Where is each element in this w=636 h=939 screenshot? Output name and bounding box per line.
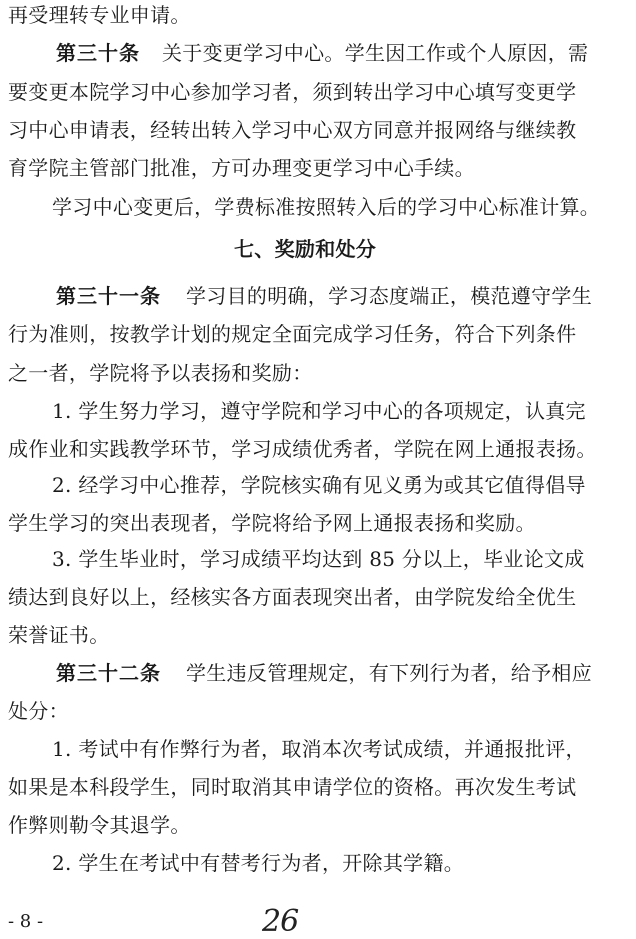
text-line: 绩达到良好以上，经核实各方面表现突出者，由学院发给全优生 <box>8 585 577 609</box>
article-32-line: 第三十二条 学生违反管理规定，有下列行为者，给予相应 <box>56 661 592 685</box>
text-line: 育学院主管部门批准，方可办理变更学习中心手续。 <box>8 156 475 180</box>
article-30-line: 第三十条 关于变更学习中心。学生因工作或个人原因，需 <box>56 41 589 65</box>
list-item: 1. 学生努力学习，遵守学院和学习中心的各项规定，认真完 <box>52 399 586 423</box>
text-line: 作弊则勒令其退学。 <box>8 813 191 837</box>
list-item: 3. 学生毕业时，学习成绩平均达到 85 分以上，毕业论文成 <box>52 547 585 571</box>
text-line: 之一者，学院将予以表扬和奖励： <box>8 361 313 385</box>
list-item: 2. 学生在考试中有替考行为者，开除其学籍。 <box>52 851 465 875</box>
list-item: 1. 考试中有作弊行为者，取消本次考试成绩，并通报批评， <box>52 737 586 761</box>
text-line: 成作业和实践教学环节，学习成绩优秀者，学院在网上通报表扬。 <box>8 437 597 461</box>
text-line: 习中心申请表，经转出转入学习中心双方同意并报网络与继续教 <box>8 118 577 142</box>
text-line: 如果是本科段学生，同时取消其申请学位的资格。再次发生考试 <box>8 775 577 799</box>
article-31-line: 第三十一条 学习目的明确，学习态度端正，模范遵守学生 <box>56 284 592 308</box>
text-line: 荣誉证书。 <box>8 623 110 647</box>
article-number: 第三十二条 <box>56 661 161 685</box>
section-heading: 七、奖励和处分 <box>234 237 377 261</box>
text-line: 再受理转专业申请。 <box>8 3 191 27</box>
text-line: 要变更本院学习中心参加学习者，须到转出学习中心填写变更学 <box>8 80 577 104</box>
text-line: 处分： <box>8 699 69 723</box>
list-item: 2. 经学习中心推荐，学院核实确有见义勇为或其它值得倡导 <box>52 473 586 497</box>
text-line: 学生学习的突出表现者，学院将给予网上通报表扬和奖励。 <box>8 511 536 535</box>
handwritten-annotation: 26 <box>262 904 299 939</box>
article-number: 第三十条 <box>56 41 140 65</box>
text-line: 学习中心变更后，学费标准按照转入后的学习中心标准计算。 <box>52 195 601 219</box>
text-line: 行为准则，按教学计划的规定全面完成学习任务，符合下列条件 <box>8 322 577 346</box>
page-number: - 8 - <box>8 911 44 932</box>
article-number: 第三十一条 <box>56 284 161 308</box>
